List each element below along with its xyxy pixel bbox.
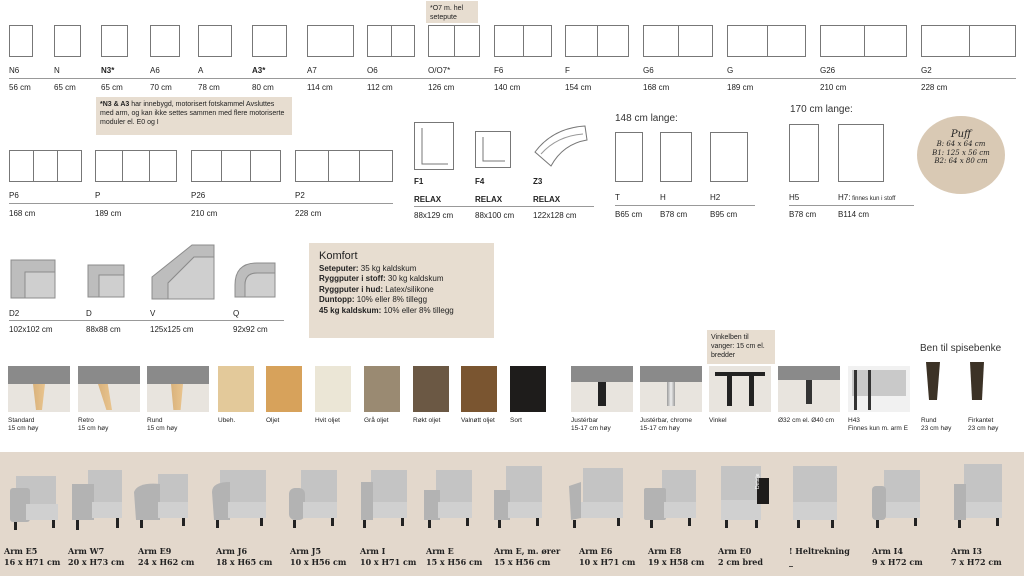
module-f1-shape [414,122,454,170]
puff-line: B1: 125 x 56 cm [932,148,990,157]
komfort-title: Komfort [319,250,358,262]
leg-name: Ø32 cm el. Ø40 cm [778,417,834,424]
leg-standard-photo [8,366,70,412]
komfort-key: Ryggputer i hud: [319,284,383,294]
module-dim: 56 cm [9,83,31,92]
metal-leg-label [778,417,834,425]
arm-name: Arm E6 [579,546,613,556]
module-t-shape [615,132,643,182]
komfort-box [309,243,494,338]
arm-dim: 24 x H62 cm [138,557,195,567]
puff-line: B2: 64 x 80 cm [934,157,988,165]
module-code: A7 [307,66,317,75]
module-code: N6 [9,66,20,75]
module-dim: 210 cm [820,83,847,92]
arm-dim: 10 x H71 cm [579,557,636,567]
wood-swatch-valnott [461,366,497,412]
module-v-shape [150,243,216,301]
module-z3-shape [533,124,589,168]
module-dim: 168 cm [9,209,36,218]
wood-swatch-ubeh [218,366,254,412]
leg-height: 15-17 cm høy [571,425,611,432]
arm-w7-illustration [66,462,126,532]
module-g-shape [727,25,806,57]
wood-swatch-sort [510,366,546,412]
note-vinkel: Vinkelben til vanger: 15 cm el. bredder [707,330,775,364]
module-f4-shape [475,131,511,168]
module-h7-code: H7: [838,193,851,202]
arm-i-illustration [353,462,413,532]
module-dim: B65 cm [615,210,643,219]
module-dim: 88x100 cm [475,211,515,220]
module-dim: 125x125 cm [150,325,194,334]
module-code: F6 [494,66,504,75]
module-dim: 154 cm [565,83,592,92]
leg-name: Firkantet [968,417,994,424]
module-dim: 189 cm [95,209,122,218]
wood-swatch-rokt [413,366,449,412]
module-f6-shape [494,25,552,57]
module-code: Z3 [533,177,543,186]
module-dim: 70 cm [150,83,172,92]
divider [9,203,393,204]
module-dim: 102x102 cm [9,325,53,334]
arm-dim: 16 x H71 cm [4,557,61,567]
module-dim: 228 cm [295,209,322,218]
module-p-shape [95,150,177,182]
lengths-170-heading: 170 cm lange: [790,104,853,115]
module-code: G [727,66,734,75]
module-dim: 140 cm [494,83,521,92]
module-code: O6 [367,66,378,75]
module-code: O/O7* [428,66,451,75]
wood-label: Grå oljet [364,417,389,424]
module-dim: 78 cm [198,83,220,92]
module-code: F [565,66,570,75]
leg-height: 15 cm høy [78,425,109,432]
module-code: F1 [414,177,424,186]
arm-name: Arm I3 [951,546,982,556]
arm-name: Arm E0 [718,546,752,556]
divider [789,205,914,206]
module-f-shape [565,25,629,57]
dining-leg-label [968,417,998,433]
leg-rund-photo [147,366,209,412]
arm-dim: 9 x H72 cm [872,557,923,567]
komfort-value: 30 kg kaldskum [385,274,444,283]
module-dim: B78 cm [660,210,688,219]
arm-j6-illustration [210,462,270,532]
module-h7-note: finnes kun i stoff [850,196,896,202]
leg-height: 15 cm høy [8,425,39,432]
module-g6-shape [643,25,713,57]
komfort-row [319,306,484,317]
komfort-key: Ryggputer i stoff: [319,274,386,283]
komfort-key: Duntopp: [319,295,355,304]
module-code: H5 [789,193,800,202]
arm-e6-illustration [567,462,627,532]
puff-line: B: 64 x 64 cm [936,140,986,148]
komfort-row [319,264,484,275]
arm-name: Arm J5 [290,546,322,556]
wood-label: Ubeh. [218,417,236,424]
komfort-key: Seteputer: [319,263,359,273]
arm-name: Arm E8 [648,546,682,556]
arm-name: Arm W7 [68,546,105,556]
module-code: D [86,309,92,318]
arm-dim: 10 x H56 cm [290,557,347,567]
module-p6-shape [9,150,82,182]
dining-leg-firkantet-icon [969,361,985,401]
arm-e0-tag: Detalje [755,473,761,489]
module-p2-shape [295,150,393,182]
leg-name: Vinkel [709,417,727,424]
module-code: H2 [710,193,721,202]
leg-height: 15-17 cm høy [640,425,680,432]
module-dim: B78 cm [789,210,817,219]
wood-swatch-graa [364,366,400,412]
dining-leg-rund-icon [925,361,941,401]
module-dim: 112 cm [367,83,393,92]
leg-label [147,417,177,433]
module-code: G26 [820,66,836,75]
module-dim: 114 cm [307,83,333,92]
arm-dim: 15 x H56 cm [494,557,551,567]
module-code: T [615,193,620,202]
module-code: F4 [475,177,485,186]
leg-label [78,417,108,433]
module-code: V [150,309,156,318]
module-code: G2 [921,66,932,75]
wood-label: Røkt oljet [413,417,441,424]
wood-swatch-oljet [266,366,302,412]
komfort-row [319,285,484,296]
leg-height: 23 cm høy [968,425,999,432]
module-dim: 88x88 cm [86,325,121,334]
leg-note: Finnes kun m. arm E [848,425,908,432]
arm-e-illustration [418,462,478,532]
module-code: N3* [101,66,115,75]
module-n6-shape [9,25,33,57]
module-a-shape [198,25,232,57]
arm-name: Arm I4 [872,546,903,556]
arm-name: Arm E5 [4,546,38,556]
dining-legs-heading: Ben til spisebenke [920,343,1002,354]
module-code: G6 [643,66,654,75]
module-h-shape [660,132,692,182]
arm-e-orer-illustration [488,462,548,532]
leg-name: Standard [8,417,35,424]
module-code: A3* [252,66,266,75]
puff-title: Puff [950,129,972,140]
leg-name: Justérbar [571,417,599,424]
module-code: A6 [150,66,160,75]
komfort-value: 10% eller 8% tillegg [354,295,428,304]
metal-leg-label [848,417,908,433]
dining-leg-label [921,417,951,433]
arm-e5-illustration [2,462,62,532]
leg-chrome-photo [640,366,702,412]
arm-e0-illustration [715,462,775,532]
arm-dim: 7 x H72 cm [951,557,1002,567]
module-dim: 122x128 cm [533,211,577,220]
module-h7-shape [838,124,884,182]
metal-leg-label [571,417,611,433]
arm-name: Arm I [360,546,386,556]
leg-name: H43 [848,417,860,424]
module-dim: 65 cm [54,83,76,92]
leg-name: Justérbar, chrome [640,417,693,424]
komfort-value: 10% eller 8% tillegg [381,305,454,315]
komfort-value: 35 kg kaldskum [358,263,417,273]
note-n3-text: har innebygd, motorisert fotskammel Avsluttes med arm, og kan ikke settes sammen med flere motoriserte moduler el. E0 og I [100,101,285,126]
module-dim: 126 cm [428,83,455,92]
leg-height: 23 cm høy [921,425,952,432]
module-h5-shape [789,124,819,182]
module-a7-shape [307,25,354,57]
module-n3-shape [101,25,128,57]
arm-name: Arm E [426,546,454,556]
module-g2-shape [921,25,1016,57]
komfort-row [319,295,484,306]
wood-label: Oljet [266,417,280,424]
wood-swatch-hvit [315,366,351,412]
arm-dim: 20 x H73 cm [68,557,125,567]
arm-name: Arm E9 [138,546,172,556]
module-q-shape [233,261,277,299]
module-code: D2 [9,309,20,318]
leg-label [8,417,38,433]
module-a6-shape [150,25,180,57]
note-n3-a3 [96,97,292,135]
module-d2-shape [9,258,57,300]
leg-justerbar-photo [571,366,633,412]
divider [9,320,284,321]
module-dim: 189 cm [727,83,754,92]
wood-label: Hvit oljet [315,417,340,424]
module-type: RELAX [533,195,561,204]
module-code: P [95,191,101,200]
arm-dim: 10 x H71 cm [360,557,417,567]
komfort-row [319,274,484,285]
module-h2-shape [710,132,748,182]
module-o6-shape [367,25,415,57]
leg-name: Rund [921,417,937,424]
komfort-key: 45 kg kaldskum: [319,305,382,315]
module-p26-shape [191,150,281,182]
module-a3-shape [252,25,287,57]
module-dim: 92x92 cm [233,325,268,334]
arm-name: Arm J6 [216,546,248,556]
module-code: Q [233,309,240,318]
module-dim: 88x129 cm [414,211,454,220]
leg-height: 15 cm høy [147,425,178,432]
note-o7: *O7 m. hel setepute [426,1,478,23]
module-o7-shape [428,25,480,57]
arm-dim: 2 cm bred [718,557,763,567]
module-code: H [660,193,666,202]
module-dim: 210 cm [191,209,218,218]
wood-label: Sort [510,417,522,424]
module-g26-shape [820,25,907,57]
metal-leg-label [709,417,727,425]
puff-badge [917,116,1005,194]
arm-name: ! Heltrekning [789,546,850,556]
module-n-shape [54,25,81,57]
komfort-value: Latex/silikone [383,284,434,294]
module-code: P6 [9,191,19,200]
arm-e9-illustration [132,462,192,532]
divider [9,78,1016,79]
arm-i4-illustration [866,462,926,532]
wood-label: Valnøtt oljet [461,417,495,424]
module-code: A [198,66,204,75]
leg-retro-photo [78,366,140,412]
module-code [838,193,895,202]
leg-name: Rund [147,417,163,424]
module-dim: 168 cm [643,83,670,92]
leg-vinkel-photo [709,366,771,412]
heltrekning-illustration [787,462,847,532]
module-type: RELAX [414,195,442,204]
metal-leg-label [640,417,692,433]
module-type: RELAX [475,195,503,204]
leg-name: Retro [78,417,94,424]
arm-name: Arm E, m. ører [494,546,561,556]
arm-j5-illustration [283,462,343,532]
module-code: P26 [191,191,206,200]
leg-round-base-photo [778,366,840,412]
leg-h43-photo [848,366,910,412]
arm-e8-illustration [640,462,700,532]
arm-dim: 19 x H58 cm [648,557,705,567]
divider [414,206,594,207]
module-code: N [54,66,60,75]
arm-i3-illustration [948,462,1008,532]
arm-dim: _ [789,557,793,567]
module-dim: 65 cm [101,83,123,92]
arm-dim: 15 x H56 cm [426,557,483,567]
module-dim: B114 cm [838,210,869,219]
module-dim: B95 cm [710,210,738,219]
module-d-shape [86,263,126,299]
arm-dim: 18 x H65 cm [216,557,273,567]
module-dim: 228 cm [921,83,948,92]
note-n3-bold: *N3 & A3 [100,101,130,108]
module-dim: 80 cm [252,83,274,92]
module-code: P2 [295,191,305,200]
divider [615,205,755,206]
lengths-148-heading: 148 cm lange: [615,113,678,124]
